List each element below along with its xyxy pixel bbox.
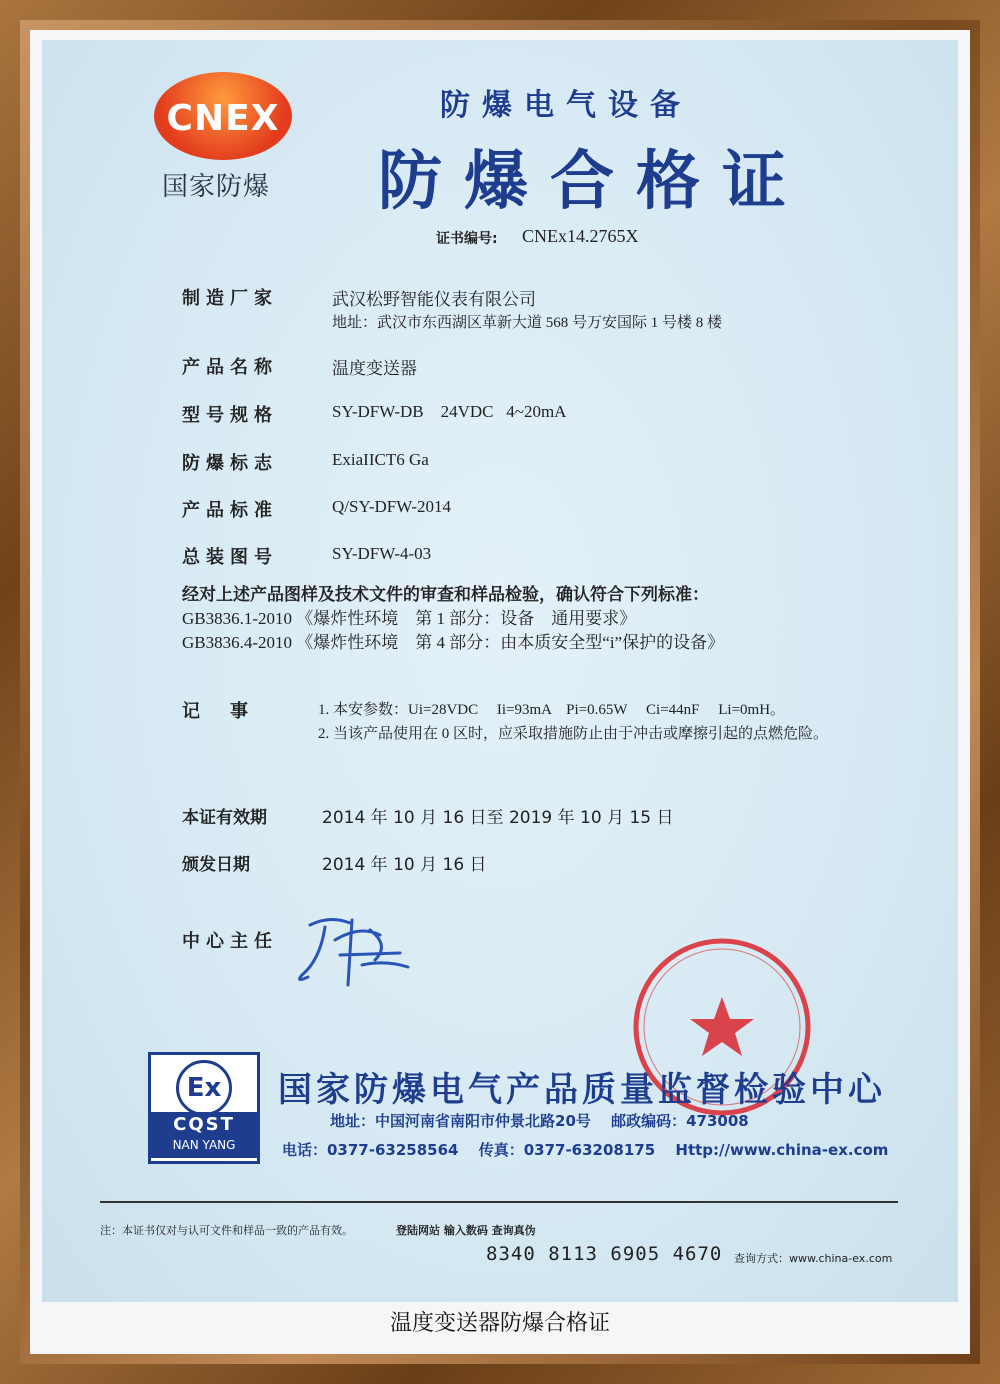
manufacturer-address: 地址：武汉市东西湖区革新大道 568 号万安国际 1 号楼 8 楼 [332, 315, 723, 331]
cnex-logo-subtitle: 国家防爆 [162, 172, 271, 202]
product-standard: Q/SY-DFW-2014 [332, 497, 452, 516]
organization-contact: 电话：0377-63258564 传真：0377-63208175 Http://www.china-ex.com [282, 1141, 889, 1159]
nanyang-text: NAN YANG [172, 1138, 236, 1152]
issue-date-label: 颁发日期 [182, 855, 250, 875]
image-caption: 温度变送器防爆合格证 [389, 1311, 610, 1336]
footer-note: 注：本证书仅对与认可文件和样品一致的产品有效。 [100, 1224, 353, 1237]
conformity-intro: 经对上述产品图样及技术文件的审查和样品检验，确认符合下列标准： [182, 585, 709, 605]
certificate-title: 防爆合格证 [378, 144, 808, 219]
product-label: 产品名称 [182, 357, 278, 378]
cnex-logo-text: CNEX [166, 98, 280, 139]
cert-number: CNEx14.2765X [522, 226, 639, 246]
manufacturer-label: 制造厂家 [182, 288, 278, 309]
note-1: 1. 本安参数：Ui=28VDC Ii=93mA Pi=0.65W Ci=44nF Li=0mH。 [318, 702, 786, 718]
verification-code: 8340 8113 6905 4670 [486, 1243, 723, 1265]
issue-date: 2014 年 10 月 16 日 [322, 855, 487, 875]
director-signature [290, 905, 430, 995]
organization-address: 地址：中国河南省南阳市仲景北路20号 邮政编码：473008 [330, 1112, 749, 1130]
drawing-label: 总装图号 [182, 547, 278, 568]
note-2: 2. 当该产品使用在 0 区时，应采取措施防止由于冲击或摩擦引起的点燃危险。 [318, 726, 829, 742]
ex-mark-label: 防爆标志 [182, 453, 278, 474]
drawing-number: SY-DFW-4-03 [332, 544, 432, 563]
ex-mark-icon: Ex [176, 1060, 232, 1116]
model-spec: SY-DFW-DB 24VDC 4~20mA [332, 402, 567, 421]
manufacturer: 武汉松野智能仪表有限公司 [332, 290, 536, 309]
footer-divider [100, 1201, 898, 1203]
organization-name: 国家防爆电气产品质量监督检验中心 [278, 1070, 886, 1110]
model-label: 型号规格 [182, 405, 278, 426]
validity-period: 2014 年 10 月 16 日至 2019 年 10 月 15 日 [322, 808, 674, 828]
cqst-text: CQST [173, 1114, 235, 1135]
validity-label: 本证有效期 [182, 808, 267, 828]
certificate-subtitle: 防爆电气设备 [440, 88, 692, 123]
notes-label: 记 事 [182, 701, 254, 722]
cert-number-label: 证书编号: [436, 231, 498, 247]
product-name: 温度变送器 [332, 359, 417, 378]
ex-mark: ExiaIICT6 Ga [332, 450, 429, 469]
footer-query: 查询方式：www.china-ex.com [734, 1252, 893, 1265]
director-label: 中心主任 [182, 931, 278, 952]
footer-verify: 登陆网站 输入数码 查询真伪 [396, 1224, 536, 1237]
standard-1: GB3836.1-2010 《爆炸性环境 第 1 部分：设备 通用要求》 [182, 609, 637, 628]
standard-label: 产品标准 [182, 500, 278, 521]
standard-2: GB3836.4-2010 《爆炸性环境 第 4 部分：由本质安全型“i”保护的设备》 [182, 633, 725, 652]
